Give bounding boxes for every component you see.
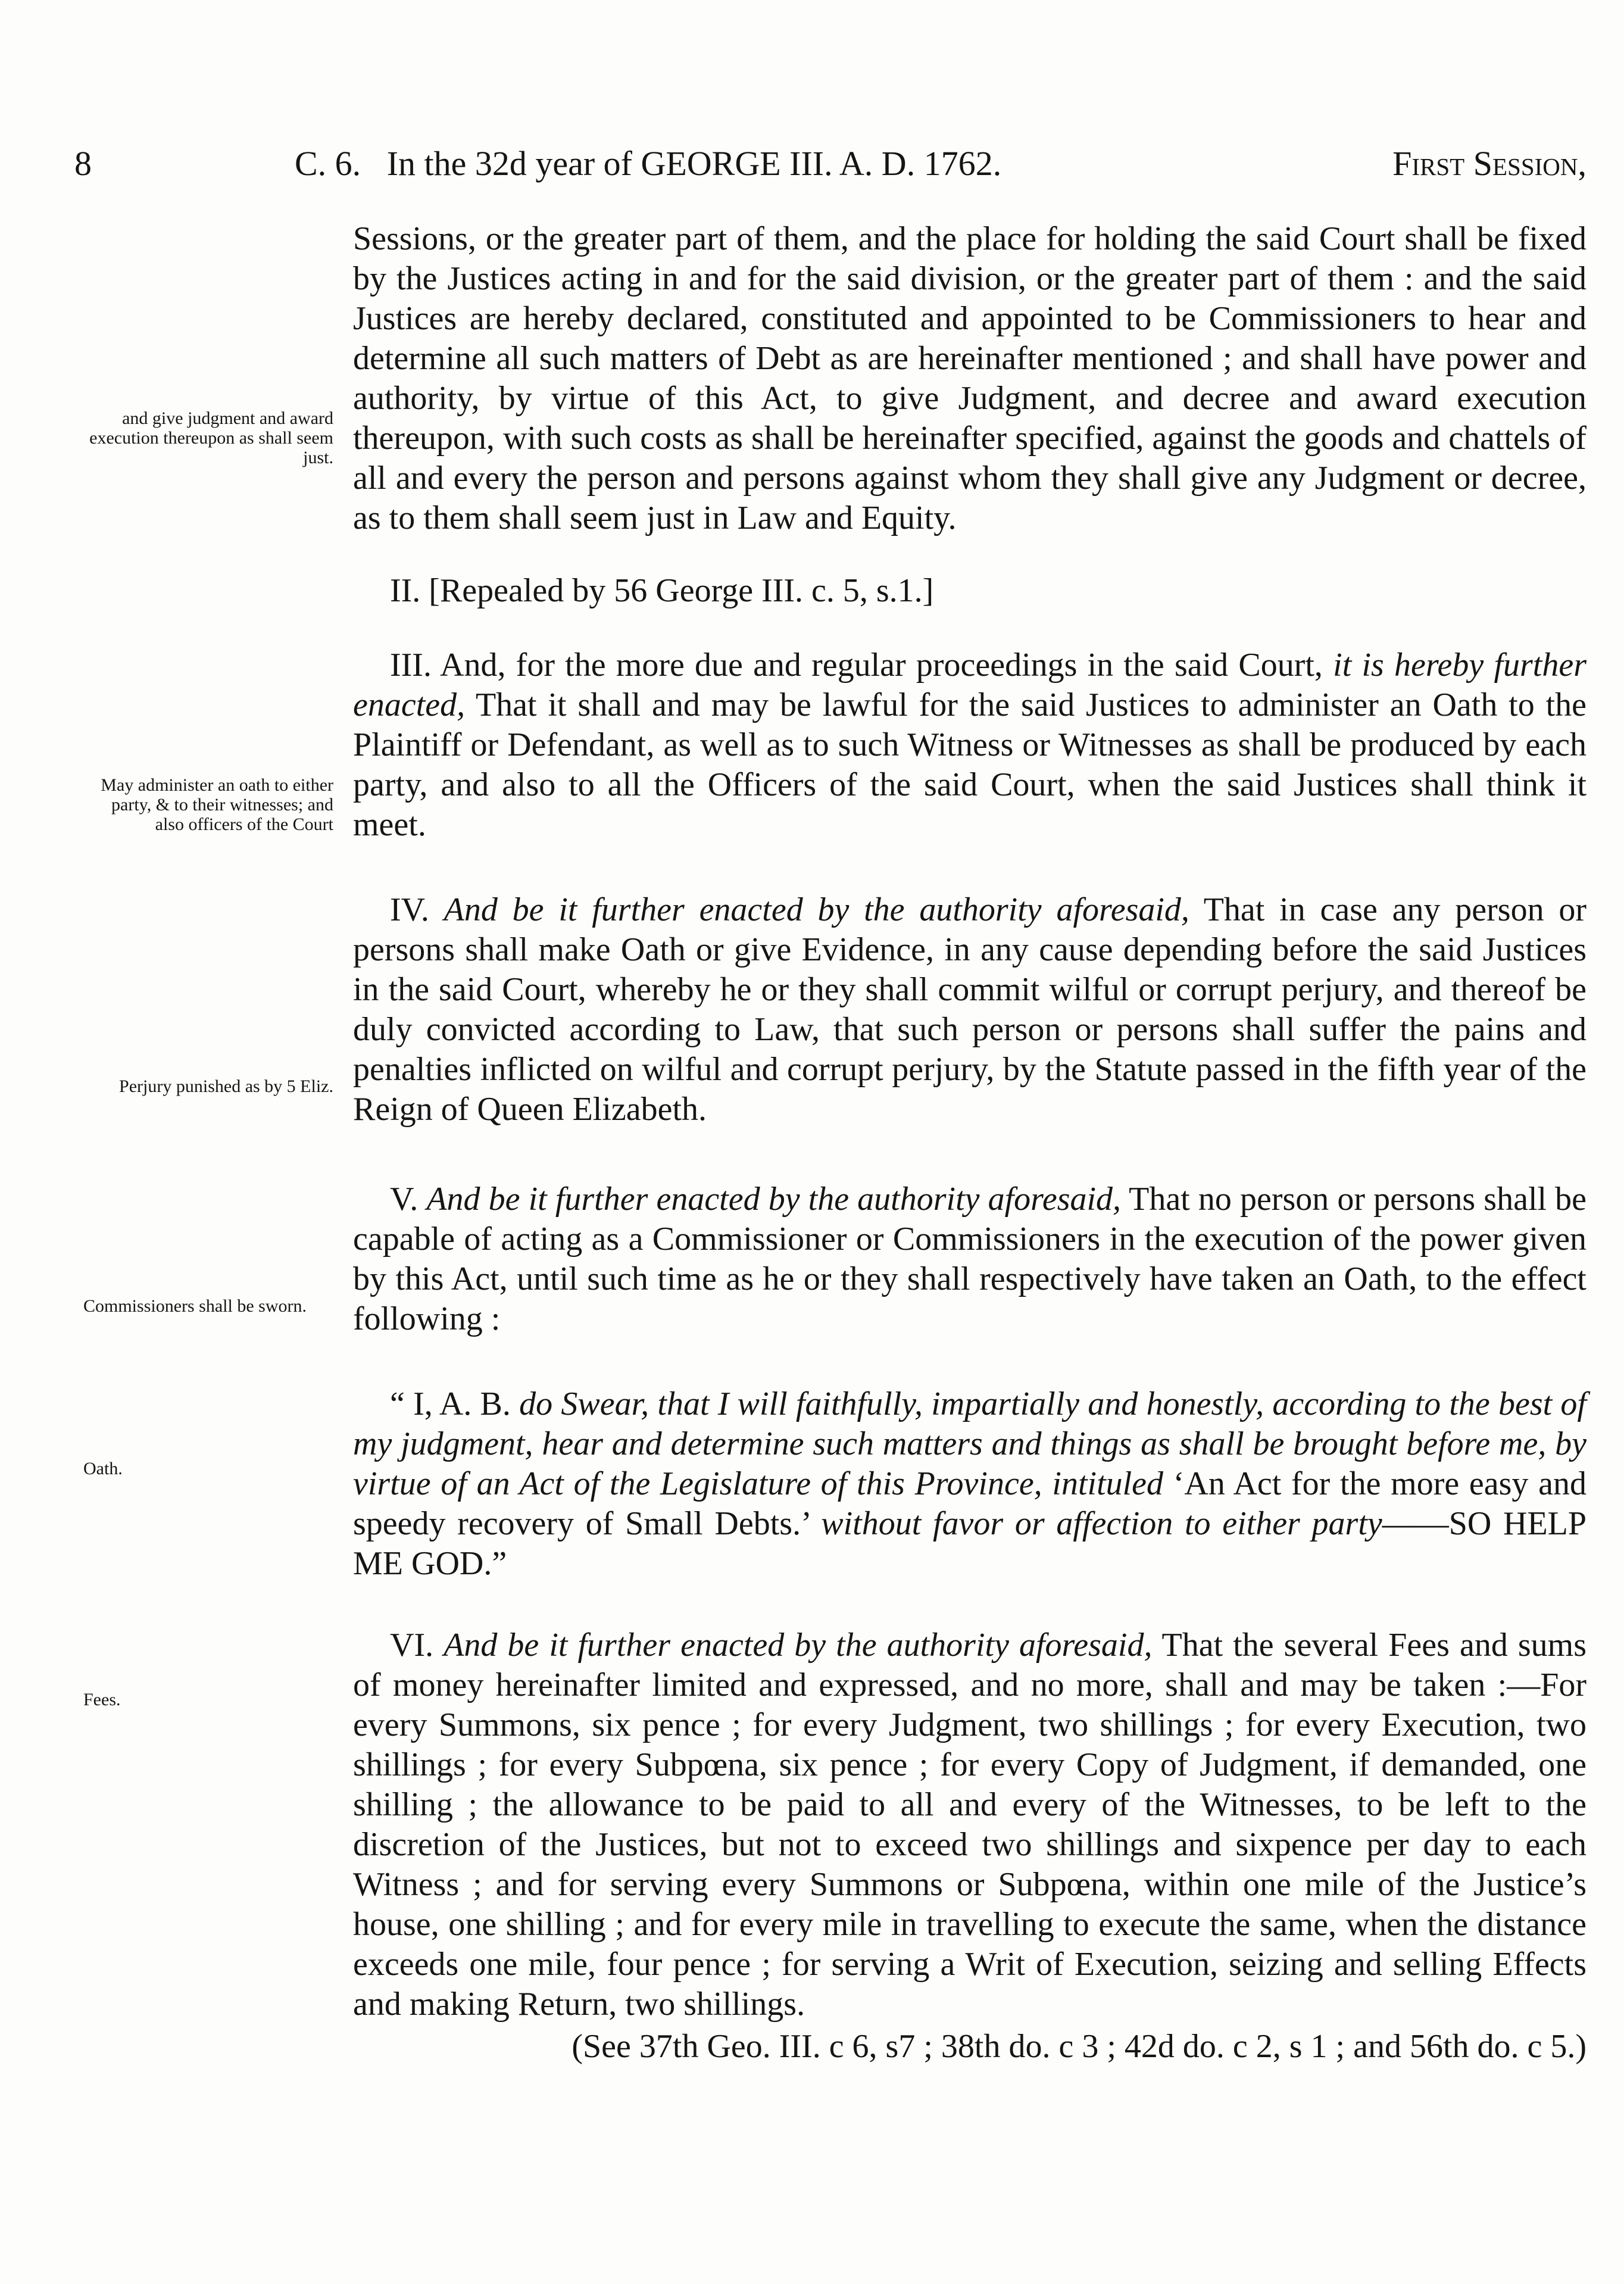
main-text [353,219,1586,2067]
margin-note-oath-administer: May administer an oath to either party, & to their witnesses; and also officers of the Court [101,775,333,834]
section-3 [353,645,1586,845]
oath-open: “ I, A. B. [390,1386,511,1422]
oath-body: do Swear, that I will faithfully, impartially and honestly, according to the best of my judgment, hear and determine such matters and things as shall be brought before me, by virtue of an Act of the Legislature of this Province, intituled [353,1386,1586,1502]
running-header [74,137,1586,191]
see-also-reference: (See 37th Geo. III. c 6, s7 ; 38th do. c 3 ; 42d do. c 2, s 1 ; and 56th do. c 5.) [571,2028,1586,2065]
section-3-enacting: it is hereby further enacted, [353,647,1587,723]
section-6-text: That the several Fees and sums of money hereinafter limited and expressed, and no more, shall and may be taken :—For every Summons, six pence ; for every Judgment, two shillings ; for every Execution, two shillings ; for every Subpœna, six pence ; for every Copy of Judgment, if demanded, one shilling ; the allowance to be paid to all and every of the Witnesses, to be left to the discretion of the Justices, but not to exceed two shillings and sixpence per day to each Witness ; and for serving every Summons or Subpœna, within one mile of the Justice’s house, one shilling ; and for every mile in travelling to execute the same, when the distance exceeds one mile, four pence ; for serving a Writ of Execution, seizing and selling Effects and making Return, two shillings. [353,1627,1587,2023]
margin-note-judgment: and give judgment and award execution thereupon as shall seem just. [89,408,333,467]
section-3-lead: III. And, for the more due and regular proceedings in the said Court, [390,647,1323,684]
section-4-number: IV. [390,891,429,928]
section-5-number: V. [390,1181,419,1218]
section-6-number: VI. [390,1627,434,1664]
section-6-enacting: And be it further enacted by the authority aforesaid, [444,1627,1153,1664]
oath-favor: without favor or affection to either party [821,1505,1382,1542]
section-5-text: That no person or persons shall be capable of acting as a Commissioner or Commissioners in the execution of the power given by this Act, until such time as he or they shall respectively have taken an Oath, to the effect following : [353,1181,1587,1337]
margin-note-sworn: Commissioners shall be sworn. [83,1296,307,1316]
section-2: II. [Repealed by 56 George III. c. 5, s.1.] [390,572,934,609]
margin-note-oath: Oath. [83,1459,123,1478]
margin-note-perjury: Perjury punished as by 5 Eliz. [119,1077,333,1096]
section-4-enacting: And be it further enacted by the authority aforesaid, [444,891,1189,928]
paragraph-1: Sessions, or the greater part of them, and the place for holding the said Court shall be fixed by the Justices acting in and for the said division, or the greater part of them : and the said Justices are hereby declared, constituted and appointed to be Commissioners to hear and determine all such matters of Debt as are hereinafter mentioned ; and shall have power and authority, by virtue of this Act, to give Judgment, and decree and award execution thereupon, with such costs as shall be hereinafter specified, against the goods and chattels of all and every the person and persons against whom they shall give any Judgment or decree, as to them shall seem just in Law and Equity. [353,220,1586,536]
section-5-enacting: And be it further enacted by the authority aforesaid, [426,1181,1122,1218]
chapter-label: C. 6. [295,144,361,183]
margin-note-fees: Fees. [83,1690,121,1709]
reign-title: In the 32d year of GEORGE III. A. D. 1762. [386,144,1002,183]
section-3-text: That it shall and may be lawful for the said Justices to administer an Oath to the Plaintiff or Defendant, as well as to such Witness or Witnesses as shall be produced by each party, and also to all the Officers of the said Court, when the said Justices shall think it meet. [353,687,1586,843]
oath-text [353,1384,1586,1584]
section-4-text: That in case any person or persons shall make Oath or give Evidence, in any cause depending before the said Justices in the said Court, whereby he or they shall commit wilful or corrupt perjury, and thereof be duly convicted according to Law, that such person or persons shall suffer the pains and penalties inflicted on wilful and corrupt perjury, by the Statute passed in the fifth year of the Reign of Queen Elizabeth. [353,891,1587,1128]
header-title [295,137,1001,191]
session-label: First Session, [1392,144,1586,183]
section-6 [353,1625,1586,2024]
page-number: 8 [74,144,92,183]
section-4 [353,890,1586,1129]
oath-act-title: ‘An Act for the more easy and speedy recovery of Small Debts.’ [353,1465,1587,1542]
oath-close: ——SO HELP ME GOD.” [353,1505,1587,1582]
section-5 [353,1180,1586,1339]
